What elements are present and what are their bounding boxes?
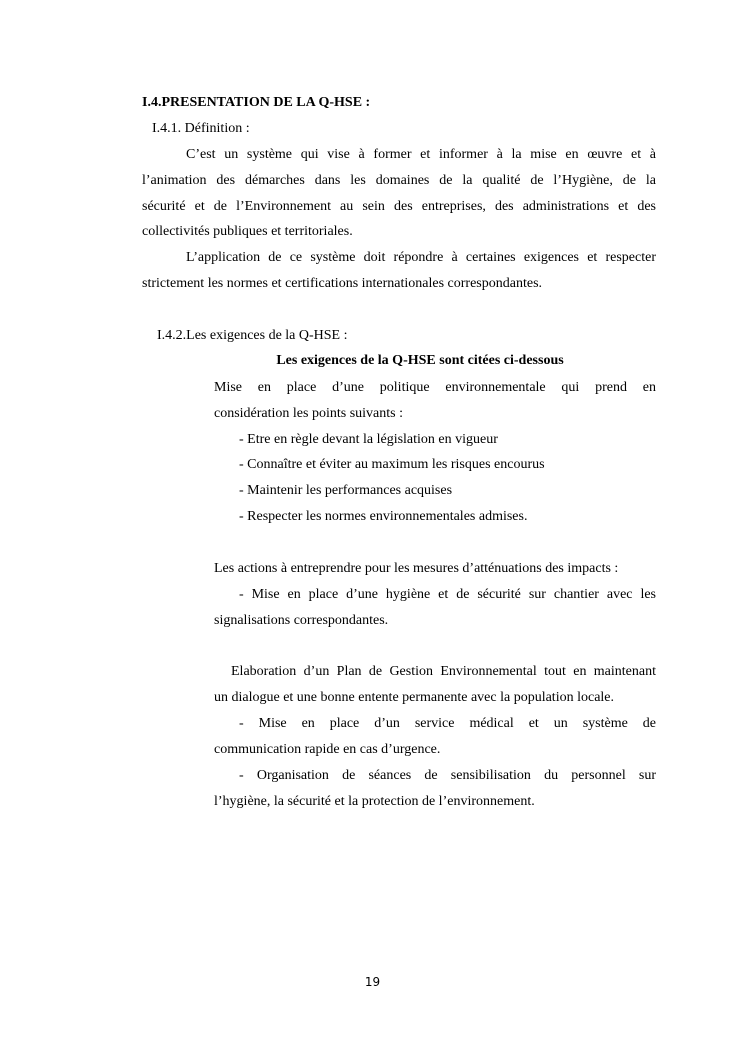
paragraph-line: strictement les normes et certifications internationales correspondantes. <box>142 276 543 291</box>
action-line: l’hygiène, la sécurité et la protection de l’environnement. <box>214 794 535 809</box>
paragraph-line: collectivités publiques et territoriales. <box>142 224 353 239</box>
policy-intro-line: Mise en place d’une politique environnementale qui prend en <box>214 380 656 395</box>
action-line: - Mise en place d’un service médical et un système de <box>239 716 656 731</box>
page-number: 19 <box>364 975 381 989</box>
actions-intro: Les actions à entreprendre pour les mesures d’atténuations des impacts : <box>214 561 619 576</box>
policy-point: - Connaître et éviter au maximum les risques encourus <box>239 457 545 472</box>
requirements-heading: I.4.2.Les exigences de la Q-HSE : <box>157 328 348 343</box>
policy-point: - Maintenir les performances acquises <box>239 483 453 498</box>
policy-point: - Respecter les normes environnementales admises. <box>239 509 528 524</box>
plan-line: un dialogue et une bonne entente permanente avec la population locale. <box>214 690 615 705</box>
paragraph-line: sécurité et de l’Environnement au sein des entreprises, des administrations et des <box>142 199 656 214</box>
action-line: communication rapide en cas d’urgence. <box>214 742 441 757</box>
section-title: I.4.PRESENTATION DE LA Q-HSE : <box>142 95 371 110</box>
action-line: - Organisation de séances de sensibilisation du personnel sur <box>239 768 656 783</box>
paragraph-line: L’application de ce système doit répondre à certaines exigences et respecter <box>186 250 656 265</box>
plan-line: Elaboration d’un Plan de Gestion Environnemental tout en maintenant <box>231 664 656 679</box>
action-line: - Mise en place d’une hygiène et de sécurité sur chantier avec les <box>239 587 656 602</box>
policy-point: - Etre en règle devant la législation en vigueur <box>239 432 498 447</box>
action-line: signalisations correspondantes. <box>214 613 389 628</box>
definition-heading: I.4.1. Définition : <box>152 121 250 136</box>
requirements-subtitle: Les exigences de la Q-HSE sont citées ci-dessous <box>276 353 564 368</box>
paragraph-line: C’est un système qui vise à former et informer à la mise en œuvre et à <box>186 147 656 162</box>
paragraph-line: l’animation des démarches dans les domaines de la qualité de l’Hygiène, de la <box>142 173 656 188</box>
policy-intro-line: considération les points suivants : <box>214 406 403 421</box>
